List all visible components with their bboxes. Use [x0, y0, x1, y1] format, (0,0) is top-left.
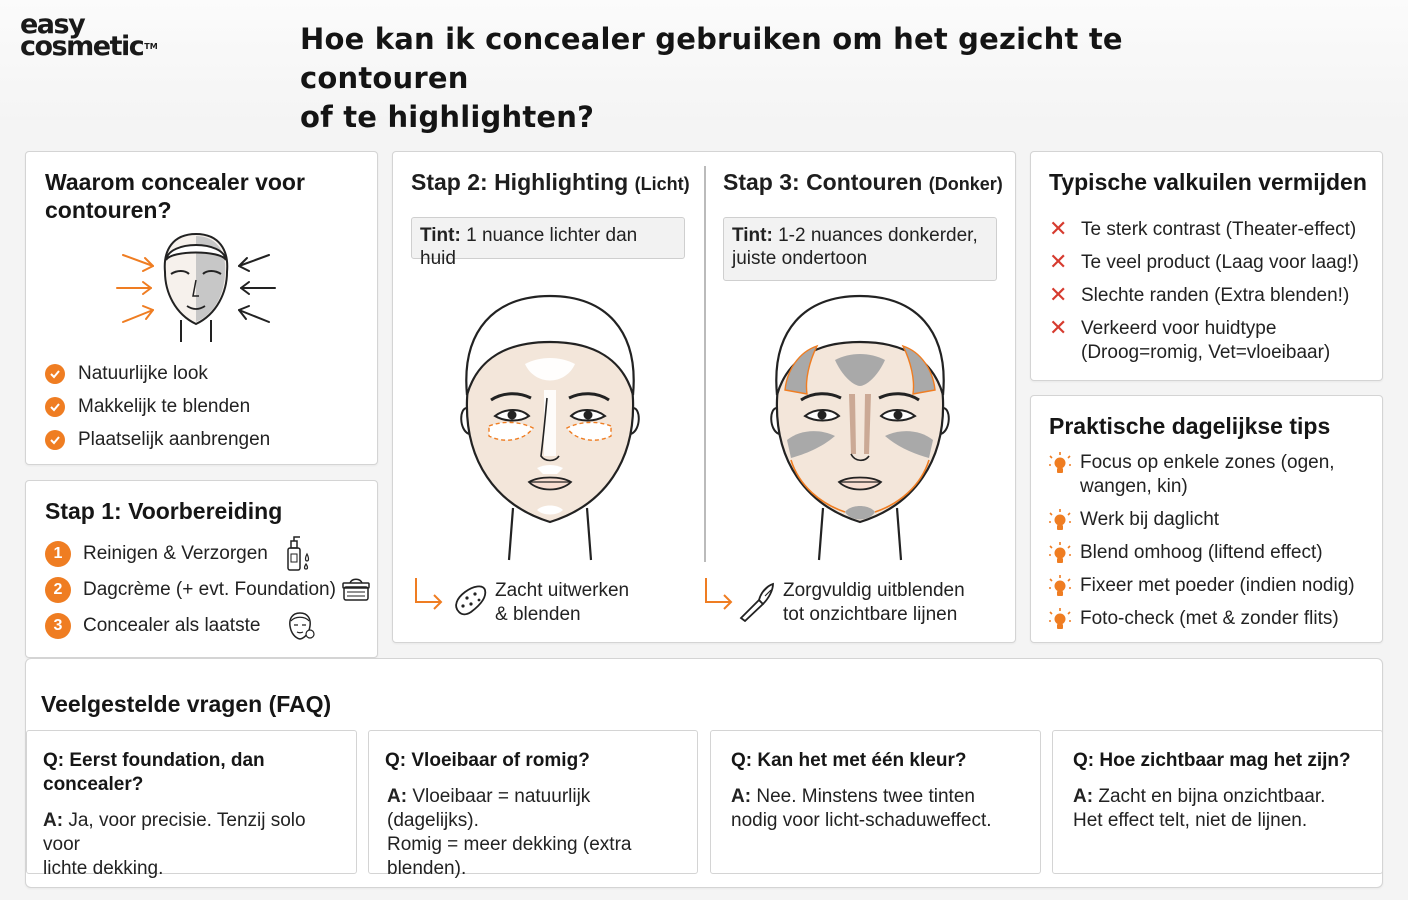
- faq-item: [368, 730, 698, 879]
- faq-answer: A: Nee. Minstens twee tinten nodig voor licht-schaduweffect.: [731, 786, 992, 831]
- page-title: [300, 20, 1260, 137]
- brush-icon: [737, 580, 777, 622]
- benefit-label: Natuurlijke look: [78, 362, 208, 384]
- list-item: [45, 423, 270, 456]
- pitfalls-card: [1030, 151, 1383, 381]
- step2-title: Stap 2: Highlighting (Licht): [411, 169, 690, 195]
- faq-question: Q: Eerst foundation, dan concealer?: [43, 750, 265, 795]
- pitfalls-list: [1049, 218, 1379, 365]
- steps-divider: [704, 166, 706, 562]
- step3-tip: Zorgvuldig uitblenden tot onzichtbare lijnen: [783, 580, 965, 625]
- list-item: [1049, 251, 1379, 284]
- highlight-face-illustration: [455, 290, 645, 562]
- faq-question: Q: Kan het met één kleur?: [731, 750, 967, 771]
- faq-item: [26, 730, 357, 879]
- faq-item: [1052, 730, 1383, 874]
- list-item: [1049, 284, 1379, 317]
- faq-item: [710, 730, 1041, 874]
- brand-logo[interactable]: [20, 9, 158, 62]
- lightbulb-icon: [1049, 508, 1071, 532]
- list-item: [45, 357, 270, 390]
- step-number-badge: 3: [45, 613, 71, 639]
- pitfalls-title: Typische valkuilen vermijden: [1049, 169, 1367, 195]
- step3-tint-box: Tint: 1-2 nuances donkerder, juiste ondertoon: [723, 217, 997, 281]
- x-mark-icon: ✕: [1049, 216, 1068, 241]
- step2-arrow-icon: [413, 576, 445, 610]
- step1-card: [25, 480, 378, 658]
- page-title-line-2: of te highlighten?: [300, 100, 595, 134]
- x-mark-icon: ✕: [1049, 315, 1068, 340]
- pitfall-label: Te veel product (Laag voor laag!): [1081, 252, 1359, 273]
- steps-highlight-contour-card: [392, 151, 1016, 643]
- check-icon: [45, 430, 65, 450]
- tip-label: Focus op enkele zones (ogen, wangen, kin): [1080, 452, 1335, 497]
- step1-item-label: Concealer als laatste: [83, 615, 261, 636]
- sponge-icon: [451, 580, 489, 620]
- faq-answer: A: Ja, voor precisie. Tenzij solo voor lichte dekking.: [43, 810, 306, 879]
- benefit-label: Makkelijk te blenden: [78, 395, 251, 417]
- x-mark-icon: ✕: [1049, 249, 1068, 274]
- daily-tips-card: [1030, 395, 1383, 643]
- faq-answer: A: Zacht en bijna onzichtbaar. Het effect telt, niet de lijnen.: [1073, 786, 1326, 831]
- tip-label: Blend omhoog (liftend effect): [1080, 542, 1323, 563]
- list-item: [45, 390, 270, 423]
- lightbulb-icon: [1049, 607, 1071, 631]
- list-item: [1049, 508, 1381, 532]
- cream-jar-icon: [342, 576, 370, 604]
- list-item: [1049, 317, 1379, 365]
- list-item: [1049, 451, 1381, 499]
- faq-question: Q: Hoe zichtbaar mag het zijn?: [1073, 750, 1351, 771]
- list-item: [45, 572, 375, 608]
- pitfall-label: Slechte randen (Extra blenden!): [1081, 285, 1350, 306]
- lightbulb-icon: [1049, 574, 1071, 598]
- faq-question: Q: Vloeibaar of romig?: [385, 750, 590, 771]
- tip-label: Werk bij daglicht: [1080, 509, 1220, 530]
- pitfall-label: Verkeerd voor huidtype (Droog=romig, Vet=vloeibaar): [1081, 318, 1331, 363]
- check-icon: [45, 364, 65, 384]
- contour-face-illustration: [765, 290, 955, 562]
- why-card-title: Waarom concealer voor contouren?: [45, 169, 305, 223]
- step3-arrow-icon: [703, 576, 735, 610]
- lightbulb-icon: [1049, 451, 1071, 475]
- step1-item-label: Reinigen & Verzorgen: [83, 543, 268, 564]
- faq-answer: A: Vloeibaar = natuurlijk (dagelijks). Romig = meer dekking (extra blenden).: [387, 786, 632, 879]
- x-mark-icon: ✕: [1049, 282, 1068, 307]
- list-item: [1049, 607, 1381, 631]
- why-benefits-list: [45, 357, 270, 456]
- face-applying-icon: [286, 610, 316, 642]
- why-concealer-card: [25, 151, 378, 465]
- step1-title: Stap 1: Voorbereiding: [45, 498, 283, 524]
- step1-item-label: Dagcrème (+ evt. Foundation): [83, 579, 336, 600]
- step2-tip: Zacht uitwerken & blenden: [495, 580, 630, 625]
- step2-tint-box: Tint: 1 nuance lichter dan huid: [411, 217, 685, 259]
- pitfall-label: Te sterk contrast (Theater-effect): [1081, 219, 1357, 240]
- check-icon: [45, 397, 65, 417]
- logo-line-1: easy: [20, 9, 85, 40]
- step1-list: [45, 536, 375, 644]
- tip-label: Fixeer met poeder (indien nodig): [1080, 575, 1355, 596]
- cleanser-bottle-icon: [284, 536, 314, 572]
- lightbulb-icon: [1049, 541, 1071, 565]
- step3-title: Stap 3: Contouren (Donker): [723, 169, 1003, 195]
- benefit-label: Plaatselijk aanbrengen: [78, 428, 271, 450]
- logo-line-2: cosmetic™: [20, 31, 158, 62]
- tip-label: Foto-check (met & zonder flits): [1080, 608, 1339, 629]
- step-number-badge: 1: [45, 541, 71, 567]
- list-item: [45, 608, 375, 644]
- list-item: [1049, 541, 1381, 565]
- tips-title: Praktische dagelijkse tips: [1049, 413, 1331, 439]
- faq-title: Veelgestelde vragen (FAQ): [41, 691, 332, 717]
- step-number-badge: 2: [45, 577, 71, 603]
- list-item: [45, 536, 375, 572]
- face-arrows-illustration: [111, 230, 281, 348]
- tips-list: [1049, 451, 1381, 631]
- list-item: [1049, 574, 1381, 598]
- page-title-line-1: Hoe kan ik concealer gebruiken om het gezicht te contouren: [300, 22, 1123, 95]
- list-item: [1049, 218, 1379, 251]
